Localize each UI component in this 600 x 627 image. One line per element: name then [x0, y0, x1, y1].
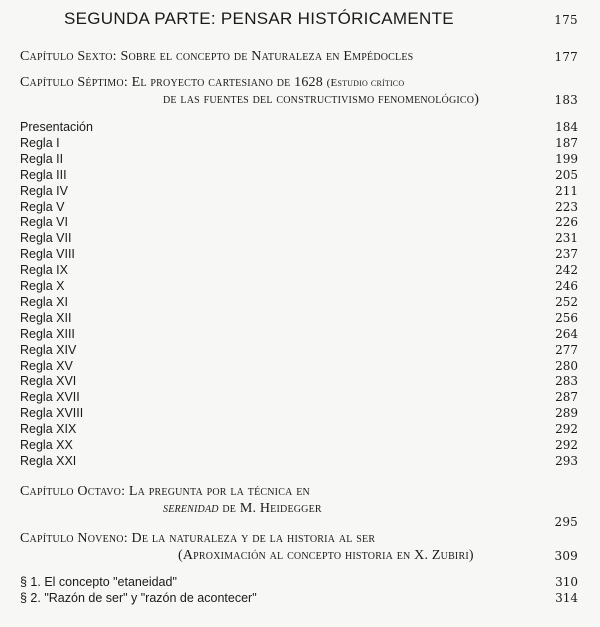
page-number: 309 [554, 549, 578, 563]
entry-label: Regla XX [20, 438, 73, 452]
toc-entry[interactable] [20, 151, 578, 167]
toc-entry[interactable] [20, 135, 578, 151]
toc-entry[interactable] [20, 405, 578, 421]
part-heading [64, 11, 578, 27]
page-number: 252 [555, 294, 578, 309]
toc-entry[interactable] [20, 294, 578, 310]
chapter-title: de M. Heidegger [222, 501, 322, 516]
page-number: 292 [555, 438, 578, 452]
chapter-subtitle: (Estudio crítico [326, 77, 405, 89]
part-title: SEGUNDA PARTE: PENSAR HISTÓRICAMENTE [64, 9, 454, 28]
chapter-title-italic: serenidad [163, 501, 219, 516]
chapter-label: Capítulo Octavo: [20, 484, 126, 499]
page-number: 287 [555, 390, 578, 405]
toc-entry[interactable] [20, 183, 578, 199]
toc-entry[interactable] [20, 358, 578, 374]
entry-label: Regla XXI [20, 453, 77, 468]
page-number: 199 [555, 151, 578, 166]
entry-label: Regla VIII [20, 247, 75, 262]
toc-entry[interactable] [20, 326, 578, 342]
page-number: 246 [555, 279, 578, 293]
entry-label: Regla V [20, 199, 65, 214]
page-number: 295 [554, 515, 578, 529]
page-number: 264 [555, 326, 578, 341]
toc-section[interactable] [20, 590, 578, 606]
toc-entry[interactable] [20, 310, 578, 326]
page-number: 175 [554, 13, 578, 27]
page-number: 280 [555, 358, 578, 373]
entry-label: Regla XV [20, 358, 73, 373]
page-number: 293 [555, 453, 578, 468]
page-number: 177 [554, 50, 578, 64]
page-number: 237 [555, 247, 578, 262]
page-number: 314 [555, 591, 578, 605]
entry-label: Regla XVI [20, 374, 77, 389]
toc-entry[interactable] [20, 389, 578, 405]
entry-label: Regla XIII [20, 326, 75, 341]
entry-label: Regla XI [20, 294, 68, 309]
toc-section[interactable] [20, 574, 578, 590]
page-number: 283 [555, 374, 578, 389]
toc-entry[interactable] [20, 199, 578, 215]
entry-label: Regla IX [20, 263, 68, 278]
toc-chapter-octavo-cont [20, 501, 578, 529]
page-number: 211 [555, 183, 578, 198]
toc-entry[interactable] [20, 246, 578, 262]
toc-chapter-noveno[interactable] [20, 531, 578, 547]
toc-chapter-noveno-cont [20, 548, 578, 564]
page-number: 226 [555, 215, 578, 230]
toc-entry[interactable] [20, 262, 578, 278]
page-number: 310 [555, 575, 578, 589]
toc-entry[interactable] [20, 278, 578, 294]
page-number: 223 [555, 199, 578, 214]
toc-chapter-septimo-cont [20, 92, 578, 108]
page-number: 256 [555, 310, 578, 325]
page-number: 292 [555, 422, 578, 437]
toc-entry[interactable] [20, 437, 578, 453]
entry-label: Regla XIX [20, 422, 77, 437]
chapter-label: Capítulo Sexto: [20, 49, 117, 64]
page-number: 187 [555, 135, 578, 150]
toc-entry[interactable] [20, 342, 578, 358]
page-number: 184 [555, 120, 578, 134]
entry-label: Regla I [20, 135, 60, 150]
toc-chapter-octavo[interactable] [20, 484, 578, 500]
toc-entry[interactable] [20, 373, 578, 389]
chapter-title: La pregunta por la técnica en [128, 484, 310, 499]
entry-label: Regla III [20, 167, 67, 182]
page-number: 205 [555, 167, 578, 182]
toc-chapter-sexto[interactable] [20, 49, 578, 65]
toc-chapter-septimo[interactable] [20, 75, 578, 91]
chapter-title: De la naturaleza y de la historia al ser [131, 531, 376, 546]
toc-entry[interactable] [20, 453, 578, 469]
entry-label: Regla VI [20, 215, 68, 230]
toc-entry[interactable] [20, 421, 578, 437]
page-number: 183 [554, 93, 578, 107]
entry-label: Presentación [20, 120, 93, 134]
page-number: 231 [555, 231, 578, 246]
entry-label: Regla XVIII [20, 406, 84, 421]
chapter-title: Sobre el concepto de Naturaleza en Empédocles [120, 49, 414, 64]
entry-label: § 2. "Razón de ser" y "razón de acontecer" [20, 591, 257, 605]
toc-entry[interactable] [20, 214, 578, 230]
entry-label: § 1. El concepto "etaneidad" [20, 575, 177, 589]
page-number: 289 [555, 406, 578, 421]
entry-label: Regla X [20, 279, 65, 293]
toc-entry[interactable] [20, 167, 578, 183]
chapter-label: Capítulo Noveno: [20, 531, 128, 546]
page-number: 277 [555, 342, 578, 357]
entry-label: Regla VII [20, 231, 72, 246]
entry-label: Regla XVII [20, 390, 80, 405]
chapter-label: Capítulo Séptimo: [20, 75, 128, 90]
entry-label: Regla II [20, 151, 64, 166]
chapter-subtitle: (Aproximación al concepto historia en X. Zubiri) [178, 548, 474, 563]
chapter-title: El proyecto cartesiano de 1628 [131, 75, 323, 90]
entry-label: Regla XIV [20, 342, 77, 357]
entry-label: Regla IV [20, 183, 68, 198]
toc-entry[interactable] [20, 230, 578, 246]
page-number: 242 [555, 263, 578, 278]
entry-label: Regla XII [20, 310, 72, 325]
chapter-subtitle: de las fuentes del constructivismo fenomenológico) [163, 92, 480, 107]
toc-entry[interactable] [20, 119, 578, 135]
